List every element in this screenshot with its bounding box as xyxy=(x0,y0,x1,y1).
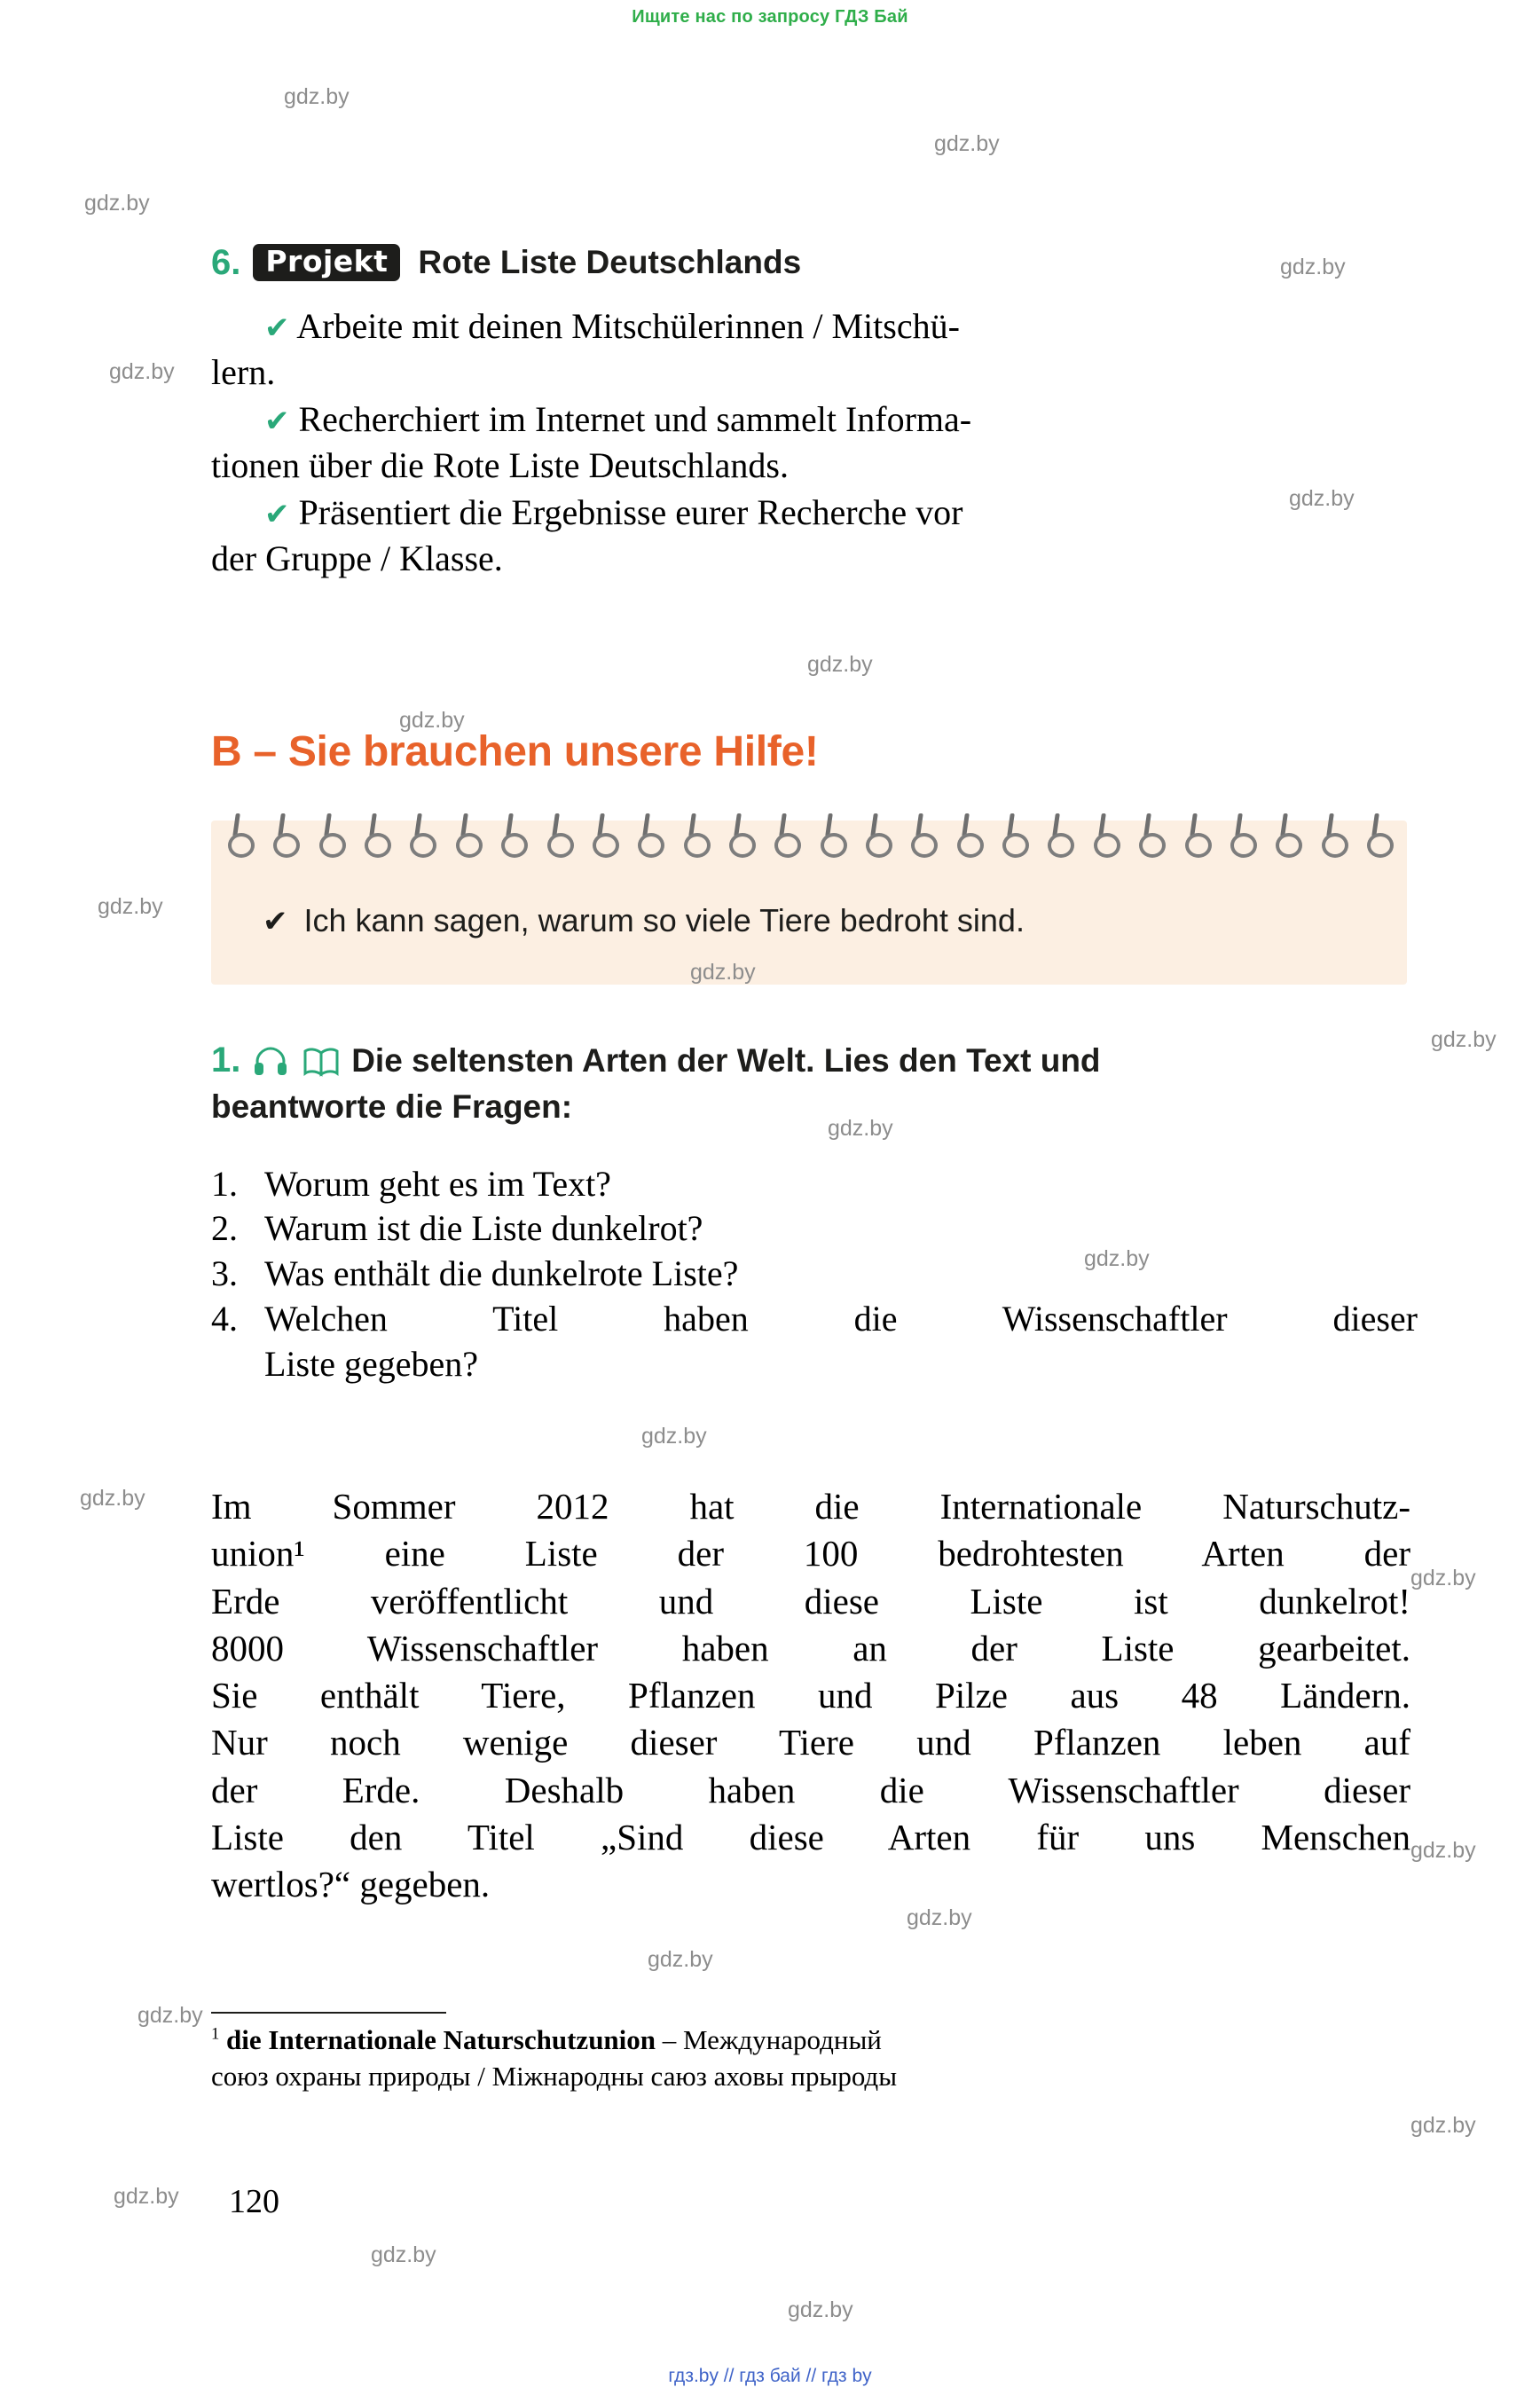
question-item xyxy=(211,1162,1418,1207)
check-icon: ✔ xyxy=(264,497,290,533)
footnote-marker: 1 xyxy=(211,2024,220,2044)
ring-icon xyxy=(1321,813,1344,854)
watermark-tile: gdz.by xyxy=(371,2242,436,2267)
exercise-6-number: 6. xyxy=(211,242,241,282)
projekt-badge: Projekt xyxy=(253,244,400,281)
watermark-tile: gdz.by xyxy=(907,1905,972,1930)
bullet-text-line1: Präsentiert die Ergebnisse eurer Recherche vor xyxy=(298,492,963,533)
ring-icon xyxy=(1047,813,1070,854)
ring-icon xyxy=(1138,813,1161,854)
watermark-tile: gdz.by xyxy=(114,2184,179,2209)
exercise-1 xyxy=(211,1038,1418,1386)
exercise-6-title: Rote Liste Deutschlands xyxy=(418,244,802,280)
question-number: 1. xyxy=(211,1163,238,1204)
watermark-tile: gdz.by xyxy=(807,652,873,677)
bullet-text-line2: lern. xyxy=(211,351,276,392)
reading-line: wertlos?“ gegeben. xyxy=(211,1864,491,1905)
ring-icon xyxy=(500,813,523,854)
ring-icon xyxy=(956,813,979,854)
watermark-tile: gdz.by xyxy=(138,2003,203,2028)
footnote xyxy=(211,2012,1418,2095)
bullet-text-line1: Arbeite mit deinen Mitschülerinnen / Mitschü- xyxy=(296,306,960,346)
watermark-tile: gdz.by xyxy=(828,1116,893,1141)
watermark-tile: gdz.by xyxy=(284,84,350,109)
question-number: 2. xyxy=(211,1208,238,1249)
page-number: 120 xyxy=(229,2183,279,2220)
watermark-tile: gdz.by xyxy=(641,1424,707,1449)
section-b-heading: B – Sie brauchen unsere Hilfe! xyxy=(211,728,819,775)
reading-line: der Erde. Deshalb haben die Wissenschaftler dieser xyxy=(211,1769,1410,1810)
watermark-tile: gdz.by xyxy=(84,191,150,216)
reading-line: Liste den Titel „Sind diese Arten für uns Menschen xyxy=(211,1817,1410,1858)
watermark-tile: gdz.by xyxy=(109,359,175,384)
check-icon: ✔ xyxy=(264,404,290,440)
reading-text xyxy=(211,1483,1410,1909)
ring-icon xyxy=(592,813,615,854)
question-item xyxy=(211,1297,1418,1387)
ring-icon xyxy=(227,813,250,854)
reading-line: Nur noch wenige dieser Tiere und Pflanzen leben auf xyxy=(211,1722,1410,1763)
headphones-icon xyxy=(253,1046,288,1087)
bullet-item xyxy=(211,397,1426,488)
reading-line: Erde veröffentlicht und diese Liste ist dunkelrot! xyxy=(211,1580,1410,1622)
spiral-binding-rings xyxy=(227,813,1389,860)
exercise-6-bullet-list xyxy=(211,303,1426,582)
bullet-text-line1: Recherchiert im Internet und sammelt Informa- xyxy=(298,399,972,440)
ring-icon xyxy=(1002,813,1025,854)
ring-icon xyxy=(728,813,751,854)
book-icon xyxy=(302,1046,340,1087)
watermark-tile: gdz.by xyxy=(690,960,756,985)
ring-icon xyxy=(820,813,843,854)
footnote-line1 xyxy=(211,2022,1418,2059)
question-text-line2: Liste gegeben? xyxy=(264,1343,478,1384)
watermark-tile: gdz.by xyxy=(1410,1566,1476,1590)
bullet-item xyxy=(211,303,1426,395)
reading-line: union¹ eine Liste der 100 bedrohtesten Arten der xyxy=(211,1533,1410,1575)
question-item xyxy=(211,1252,1418,1297)
goal-statement xyxy=(263,902,1025,939)
watermark-tile: gdz.by xyxy=(80,1486,145,1511)
ring-icon xyxy=(409,813,432,854)
ring-icon xyxy=(910,813,933,854)
ring-icon xyxy=(1230,813,1253,854)
ring-icon xyxy=(1093,813,1116,854)
bullet-item xyxy=(211,490,1426,581)
goal-text: Ich kann sagen, warum so viele Tiere bedroht sind. xyxy=(303,902,1025,938)
question-text: Warum ist die Liste dunkelrot? xyxy=(264,1208,703,1249)
footnote-line2: союз охраны природы / Міжнародны саюз аховы прыроды xyxy=(211,2060,898,2092)
exercise-1-number: 1. xyxy=(211,1041,241,1080)
ring-icon xyxy=(546,813,570,854)
watermark-tile: gdz.by xyxy=(98,894,163,919)
ring-icon xyxy=(1275,813,1298,854)
watermark-tile: gdz.by xyxy=(1431,1027,1497,1052)
ring-icon xyxy=(272,813,295,854)
bullet-text-line2: der Gruppe / Klasse. xyxy=(211,538,503,578)
watermark-tile: gdz.by xyxy=(1084,1246,1150,1271)
ring-icon xyxy=(637,813,660,854)
watermark-tile: gdz.by xyxy=(1289,486,1355,511)
question-text: Was enthält die dunkelrote Liste? xyxy=(264,1253,739,1294)
ring-icon xyxy=(865,813,888,854)
question-number: 4. xyxy=(211,1298,238,1339)
exercise-1-title-line1: Die seltensten Arten der Welt. Lies den Text und xyxy=(351,1042,1101,1079)
exercise-1-header xyxy=(211,1038,1418,1128)
question-text-line1: Welchen Titel haben die Wissenschaftler dieser xyxy=(264,1298,1418,1339)
question-text: Worum geht es im Text? xyxy=(264,1163,611,1204)
question-list xyxy=(211,1162,1418,1387)
exercise-6 xyxy=(211,240,1426,584)
ring-icon xyxy=(774,813,797,854)
footnote-term: die Internationale Naturschutzunion xyxy=(226,2024,656,2055)
check-icon: ✔ xyxy=(264,310,290,346)
ring-icon xyxy=(1184,813,1207,854)
watermark-tile: gdz.by xyxy=(1410,1838,1476,1863)
footnote-dash: – xyxy=(662,2024,677,2055)
ring-icon xyxy=(455,813,478,854)
watermark-tile: gdz.by xyxy=(1410,2113,1476,2138)
ring-icon xyxy=(683,813,706,854)
watermark-tile: gdz.by xyxy=(934,131,1000,156)
footnote-translation-part: Международный xyxy=(683,2024,882,2055)
exercise-6-header xyxy=(211,240,1426,286)
reading-line: Im Sommer 2012 hat die Internationale Naturschutz- xyxy=(211,1486,1410,1527)
question-item xyxy=(211,1206,1418,1252)
question-number: 3. xyxy=(211,1253,238,1294)
bullet-text-line2: tionen über die Rote Liste Deutschlands. xyxy=(211,444,789,485)
check-icon: ✔ xyxy=(263,904,288,939)
reading-line: 8000 Wissenschaftler haben an der Liste gearbeitet. xyxy=(211,1627,1410,1669)
watermark-tile: gdz.by xyxy=(788,2297,853,2322)
question-text xyxy=(264,1297,1418,1387)
ring-icon xyxy=(364,813,387,854)
watermark-tile: gdz.by xyxy=(648,1947,713,1972)
watermark-tile: gdz.by xyxy=(1280,255,1346,279)
ring-icon xyxy=(1366,813,1389,854)
reading-line: Sie enthält Tiere, Pflanzen und Pilze aus 48 Ländern. xyxy=(211,1675,1410,1716)
goal-box xyxy=(211,821,1407,985)
exercise-1-title-line2: beantworte die Fragen: xyxy=(211,1088,573,1126)
bottom-watermark-banner: гдз.by // гдз бай // гдз by xyxy=(668,2366,872,2386)
footnote-divider xyxy=(211,2012,446,2014)
top-watermark-banner: Ищите нас по запросу ГДЗ Бай xyxy=(632,7,908,27)
ring-icon xyxy=(318,813,342,854)
watermark-tile: gdz.by xyxy=(399,708,465,733)
